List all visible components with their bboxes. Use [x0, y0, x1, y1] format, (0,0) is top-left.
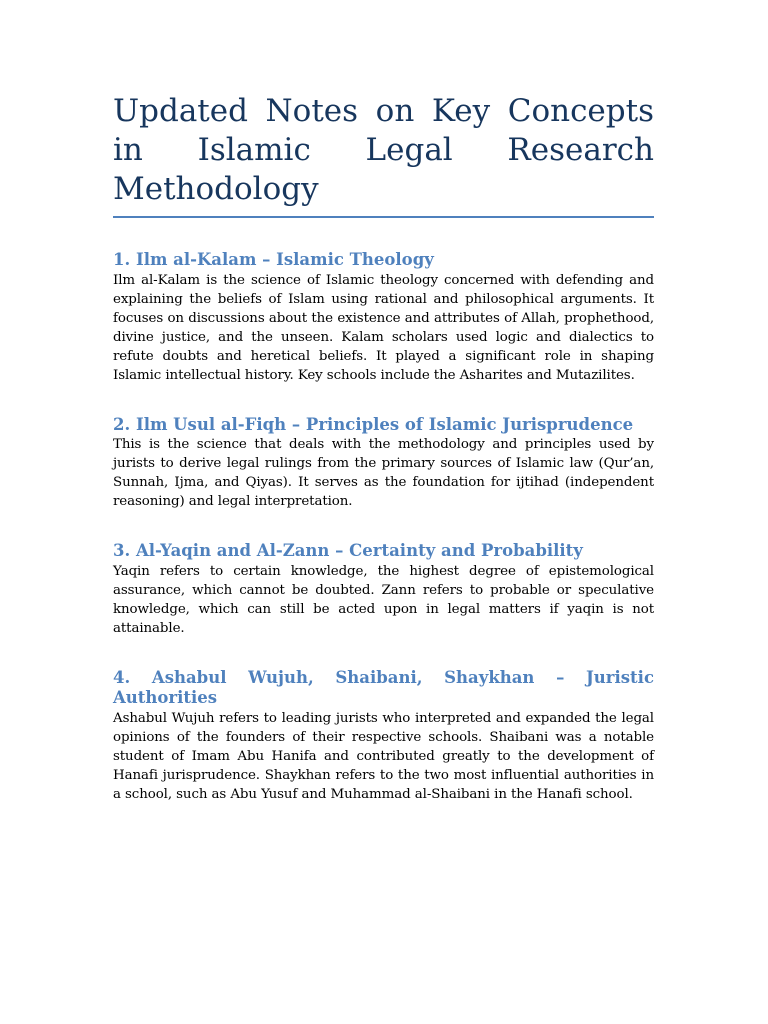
section-body: Yaqin refers to certain knowledge, the highest degree of epistemological assurance, which cannot be doubted. Zann refers to probable or speculative knowledge, which can still be acted upon in legal matters if yaqin is not attainable.	[113, 563, 654, 636]
section-body: This is the science that deals with the methodology and principles used by jurists to derive legal rulings from the primary sources of Islamic law (Qur’an, Sunnah, Ijma, and Qiyas). It serves as the foundation for ijtihad (independent reasoning) and legal interpretation.	[113, 437, 654, 509]
section-juristic-authorities	[113, 668, 654, 804]
section-heading: 1. Ilm al-Kalam – Islamic Theology	[113, 250, 434, 269]
section-yaqin-zann	[113, 541, 654, 638]
section-ilm-al-kalam	[113, 250, 654, 385]
section-body: Ashabul Wujuh refers to leading jurists who interpreted and expanded the legal opinions of the founders of their respective schools. Shaibani was a notable student of Imam Abu Hanifa and contributed greatly to the development of Hanafi jurisprudence. Shaykhan refers to the two most influential authorities in a school, such as Abu Yusuf and Muhammad al-Shaibani in the Hanafi school.	[113, 710, 654, 802]
document-title: Updated Notes on Key Concepts in Islamic Legal Research Methodology	[113, 92, 654, 218]
section-heading: 3. Al-Yaqin and Al-Zann – Certainty and Probability	[113, 541, 583, 560]
section-heading: 4. Ashabul Wujuh, Shaibani, Shaykhan – Juristic Authorities	[113, 667, 654, 707]
document-page	[113, 92, 654, 804]
section-body: Ilm al-Kalam is the science of Islamic theology concerned with defending and explaining the beliefs of Islam using rational and philosophical arguments. It focuses on discussions about the existence and attributes of Allah, prophethood, divine justice, and the unseen. Kalam scholars used logic and dialectics to refute doubts and heretical beliefs. It played a significant role in shaping Islamic intellectual history. Key schools include the Asharites and Mutazilites.	[113, 272, 654, 383]
section-usul-al-fiqh	[113, 415, 654, 512]
section-heading: 2. Ilm Usul al-Fiqh – Principles of Islamic Jurisprudence	[113, 414, 634, 434]
